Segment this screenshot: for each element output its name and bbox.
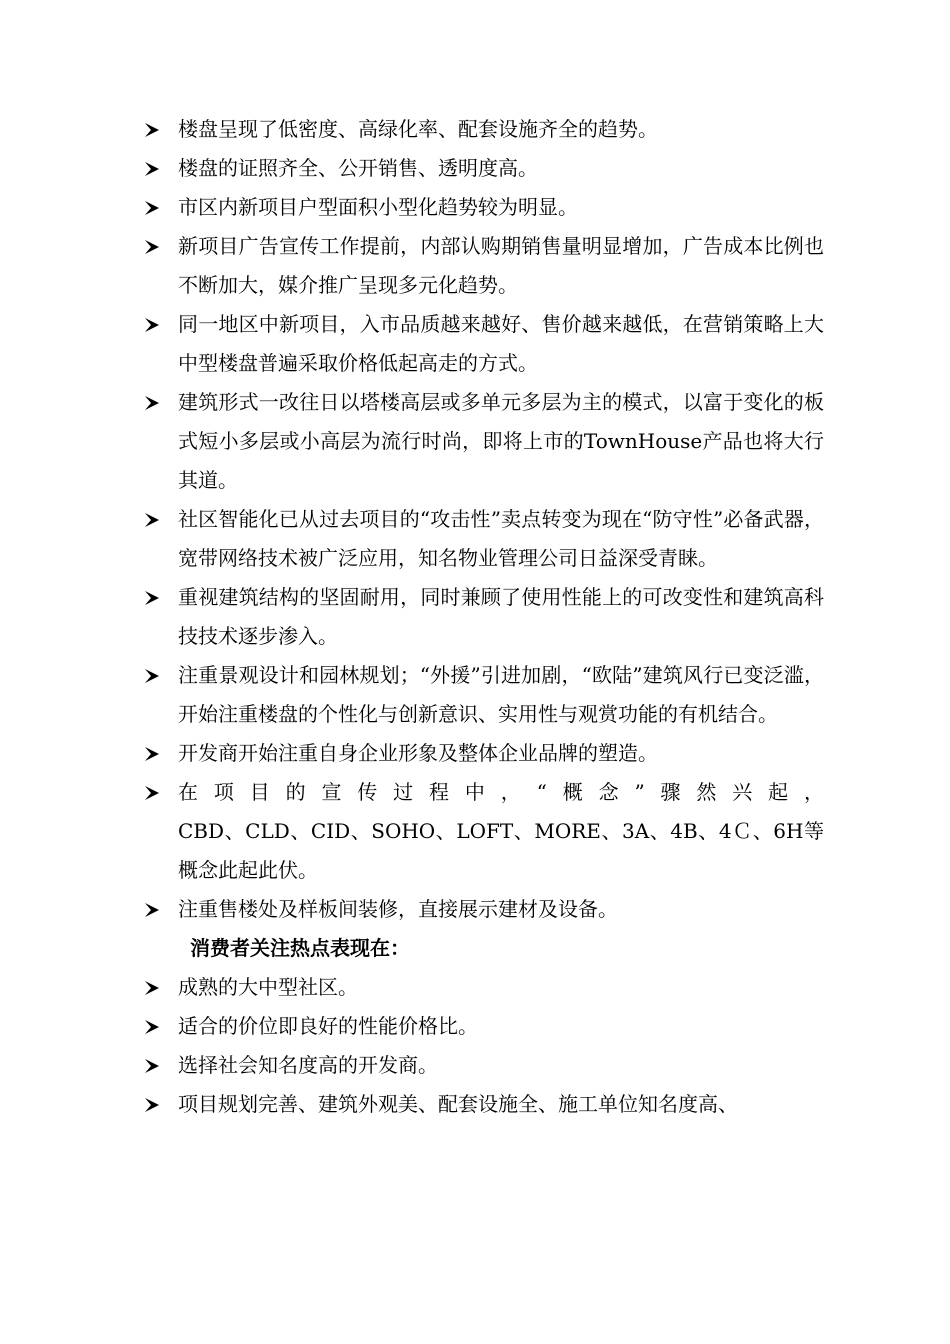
arrowhead-bullet-icon: [144, 500, 166, 539]
arrowhead-bullet-icon: [144, 1085, 166, 1124]
arrowhead-bullet-icon: [144, 578, 166, 617]
list-item: [144, 578, 824, 656]
list-item-text: 新项目广告宣传工作提前，内部认购期销售量明显增加，广告成本比例也不断加大，媒介推广呈现多元化趋势。: [178, 234, 824, 297]
arrowhead-bullet-icon: [144, 188, 166, 227]
list-item-text: 市区内新项目户型面积小型化趋势较为明显。: [178, 195, 578, 219]
list-item-text: 重视建筑结构的坚固耐用，同时兼顾了使用性能上的可改变性和建筑高科技技术逐步渗入。: [178, 585, 824, 648]
list-item-text: 社区智能化已从过去项目的“攻击性”卖点转变为现在“防守性”必备武器，宽带网络技术被广泛应用，知名物业管理公司日益深受青睐。: [178, 507, 824, 570]
list-item: [144, 110, 824, 149]
list-item: [144, 1085, 824, 1124]
arrowhead-bullet-icon: [144, 968, 166, 1007]
arrowhead-bullet-icon: [144, 734, 166, 773]
list-item: [144, 383, 824, 500]
list-item-text: 楼盘的证照齐全、公开销售、透明度高。: [178, 156, 538, 180]
arrowhead-bullet-icon: [144, 305, 166, 344]
arrowhead-bullet-icon: [144, 383, 166, 422]
list-item-text: 开发商开始注重自身企业形象及整体企业品牌的塑造。: [178, 741, 658, 765]
list-item: [144, 734, 824, 773]
list-item-text: 适合的价位即良好的性能价格比。: [178, 1014, 478, 1038]
arrowhead-bullet-icon: [144, 149, 166, 188]
list-item: [144, 500, 824, 578]
list-item-text-line2: CBD、CLD、CID、SOHO、LOFT、MORE、3A、4B、4Ｃ、6H等概念此起此伏。: [178, 819, 824, 882]
arrowhead-bullet-icon: [144, 656, 166, 695]
arrowhead-bullet-icon: [144, 773, 166, 812]
arrowhead-bullet-icon: [144, 110, 166, 149]
list-item: [144, 1007, 824, 1046]
list-item-text: 项目规划完善、建筑外观美、配套设施全、施工单位知名度高、: [178, 1092, 738, 1116]
list-item-text: 同一地区中新项目，入市品质越来越好、售价越来越低，在营销策略上大中型楼盘普遍采取价格低起高走的方式。: [178, 312, 824, 375]
list-item-text: 楼盘呈现了低密度、高绿化率、配套设施齐全的趋势。: [178, 117, 658, 141]
list-item: [144, 149, 824, 188]
list-item-text: 选择社会知名度高的开发商。: [178, 1053, 438, 1077]
list-item: [144, 968, 824, 1007]
list-item: [144, 656, 824, 734]
list-item: [144, 890, 824, 929]
arrowhead-bullet-icon: [144, 890, 166, 929]
list-item-text: 建筑形式一改往日以塔楼高层或多单元多层为主的模式，以富于变化的板式短小多层或小高层为流行时尚，即将上市的TownHouse产品也将大行其道。: [178, 390, 824, 492]
list-item-text: 成熟的大中型社区。: [178, 975, 358, 999]
list-item-text-line1: 在项目的宣传过程中，“概念”骤然兴起，: [178, 780, 824, 804]
arrowhead-bullet-icon: [144, 1007, 166, 1046]
list-item-text: 注重售楼处及样板间装修，直接展示建材及设备。: [178, 897, 618, 921]
list-item: [144, 305, 824, 383]
list-item: [144, 227, 824, 305]
section-heading: 消费者关注热点表现在：: [190, 936, 410, 960]
list-item: [144, 1046, 824, 1085]
list-item-text: 注重景观设计和园林规划；“外援”引进加剧，“欧陆”建筑风行已变泛滥，开始注重楼盘的个性化与创新意识、实用性与观赏功能的有机结合。: [178, 663, 824, 726]
bullet-list: [144, 110, 824, 1124]
arrowhead-bullet-icon: [144, 1046, 166, 1085]
list-item: [144, 188, 824, 227]
list-item: [144, 773, 824, 890]
arrowhead-bullet-icon: [144, 227, 166, 266]
